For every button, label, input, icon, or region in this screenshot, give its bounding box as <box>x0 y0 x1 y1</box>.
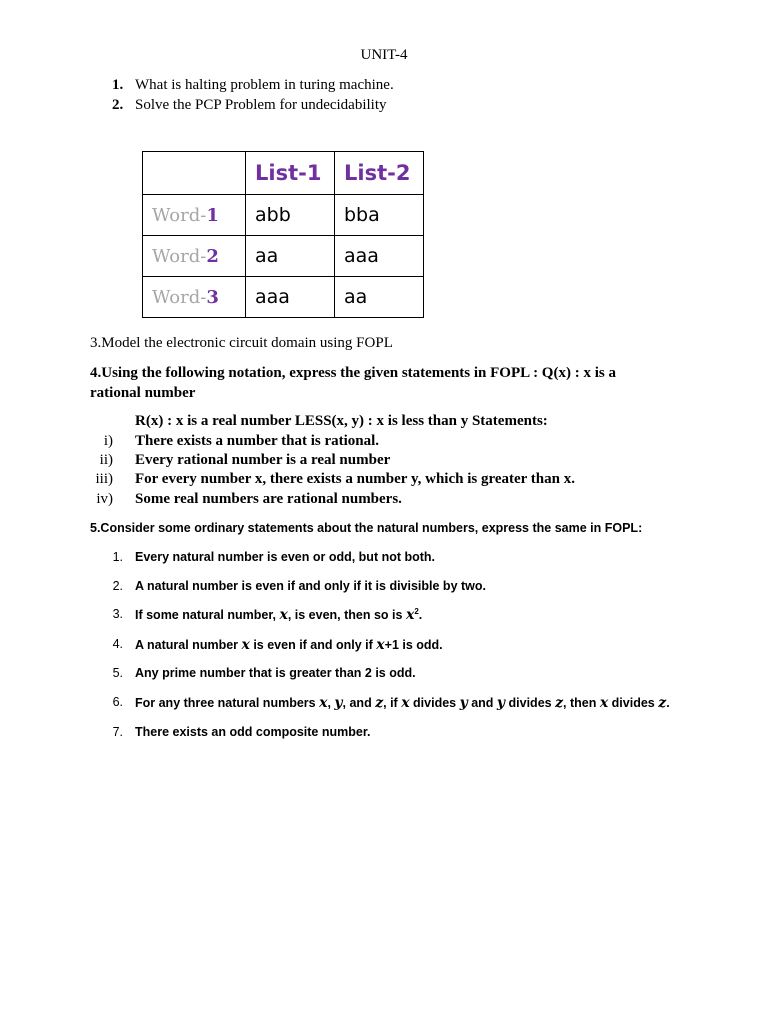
list-text: Every natural number is even or odd, but not both. <box>135 550 436 564</box>
table-cell <box>335 277 424 318</box>
text-run: . <box>666 696 670 710</box>
statement-item <box>0 471 768 491</box>
word-label-number: 3 <box>206 287 219 308</box>
text-run: , and <box>342 696 376 710</box>
word-label-prefix: Word- <box>152 246 207 267</box>
table-row <box>143 277 424 318</box>
list-item <box>0 666 768 684</box>
statement-item <box>0 452 768 472</box>
statement-number: iv) <box>96 491 113 507</box>
math-variable: x <box>241 637 250 653</box>
text-run: For any three natural numbers <box>135 696 320 710</box>
word-label-number: 2 <box>206 246 219 267</box>
list-number: 4. <box>112 637 123 651</box>
question-5-heading: 5.Consider some ordinary statements about the natural numbers, express the same in FOPL: <box>90 521 643 535</box>
math-variable: x <box>279 607 288 624</box>
text-run: . <box>418 608 423 623</box>
math-variable: x <box>599 695 609 711</box>
notation-line: R(x) : x is a real number LESS(x, y) : x is less than y Statements: <box>135 413 548 429</box>
pcp-table <box>142 151 424 318</box>
text-run: divides <box>409 696 460 710</box>
math-variable: x <box>376 637 385 653</box>
question-number: 2. <box>112 97 124 113</box>
list-text <box>135 695 670 711</box>
table-header-cell <box>246 152 335 195</box>
question-2 <box>0 96 768 115</box>
table-cell <box>246 277 335 318</box>
statement-number: ii) <box>99 452 113 468</box>
header-list-1: List-1 <box>255 161 322 185</box>
math-variable: z <box>658 695 667 711</box>
table-header-row <box>143 152 424 195</box>
word-label-number: 1 <box>206 205 219 226</box>
math-variable: x <box>401 695 410 711</box>
statement-number: iii) <box>95 471 113 487</box>
table-header-cell <box>335 152 424 195</box>
list-item <box>0 637 768 657</box>
statement-item <box>0 491 768 511</box>
list-text: There exists an odd composite number. <box>135 725 371 739</box>
text-run: , is even, then so is <box>287 608 406 623</box>
row-label-cell <box>143 195 246 236</box>
table-row <box>143 195 424 236</box>
statement-number: i) <box>103 433 113 449</box>
cell-value: abb <box>255 204 291 226</box>
text-run: divides <box>505 696 556 710</box>
word-label-prefix: Word- <box>152 287 207 308</box>
question-4-line-2: rational number <box>90 385 196 401</box>
list-number: 3. <box>112 607 123 621</box>
statement-text: Every rational number is a real number <box>135 452 391 468</box>
math-variable: y <box>459 695 468 711</box>
text-run: , <box>327 696 335 710</box>
question-3: 3.Model the electronic circuit domain using FOPL <box>90 335 393 351</box>
math-variable: y <box>334 695 343 711</box>
table-cell <box>246 195 335 236</box>
list-item <box>0 695 768 715</box>
cell-value: aaa <box>255 286 290 308</box>
question-number: 1. <box>112 77 124 93</box>
table-row <box>143 236 424 277</box>
statement-text: There exists a number that is rational. <box>135 433 380 449</box>
table-corner-cell <box>143 152 246 195</box>
math-variable: z <box>375 695 384 711</box>
page-title: UNIT-4 <box>360 47 408 63</box>
list-number: 1. <box>112 550 123 564</box>
list-text <box>135 637 443 653</box>
list-text <box>135 607 422 623</box>
question-text: What is halting problem in turing machine. <box>135 77 394 93</box>
text-run: , then <box>563 696 600 710</box>
superscript: 2 <box>414 607 419 616</box>
list-item <box>0 725 768 743</box>
list-text: Any prime number that is greater than 2 is odd. <box>135 666 416 680</box>
list-number: 2. <box>112 579 123 593</box>
question-text: Solve the PCP Problem for undecidability <box>135 97 387 113</box>
table-cell <box>335 236 424 277</box>
text-run: +1 is odd. <box>384 638 443 652</box>
statement-item <box>0 433 768 453</box>
cell-value: aaa <box>344 245 379 267</box>
question-1 <box>0 76 768 95</box>
math-variable: z <box>555 695 564 711</box>
text-run: , if <box>383 696 402 710</box>
word-label-prefix: Word- <box>152 205 207 226</box>
list-item <box>0 579 768 597</box>
list-text: A natural number is even if and only if it is divisible by two. <box>135 579 486 593</box>
text-run: and <box>467 696 497 710</box>
text-run: is even if and only if <box>249 638 377 652</box>
row-label-cell <box>143 277 246 318</box>
cell-value: aa <box>344 286 368 308</box>
list-number: 7. <box>112 725 123 739</box>
row-label-cell <box>143 236 246 277</box>
list-number: 6. <box>112 695 123 709</box>
list-item <box>0 550 768 568</box>
cell-value: bba <box>344 204 380 226</box>
text-run: divides <box>608 696 659 710</box>
header-list-2: List-2 <box>344 161 411 185</box>
question-4-line-1: 4.Using the following notation, express the given statements in FOPL : Q(x) : x is a <box>90 365 616 381</box>
math-variable: x <box>405 607 415 624</box>
text-run: If some natural number, <box>135 608 280 623</box>
text-run: A natural number <box>135 638 242 652</box>
statement-text: For every number x, there exists a number y, which is greater than x. <box>135 471 575 487</box>
cell-value: aa <box>255 245 279 267</box>
list-item <box>0 607 768 627</box>
math-variable: y <box>496 695 506 711</box>
table-cell <box>246 236 335 277</box>
math-variable: x <box>319 695 328 711</box>
statement-text: Some real numbers are rational numbers. <box>135 491 402 507</box>
table-cell <box>335 195 424 236</box>
list-number: 5. <box>112 666 123 680</box>
